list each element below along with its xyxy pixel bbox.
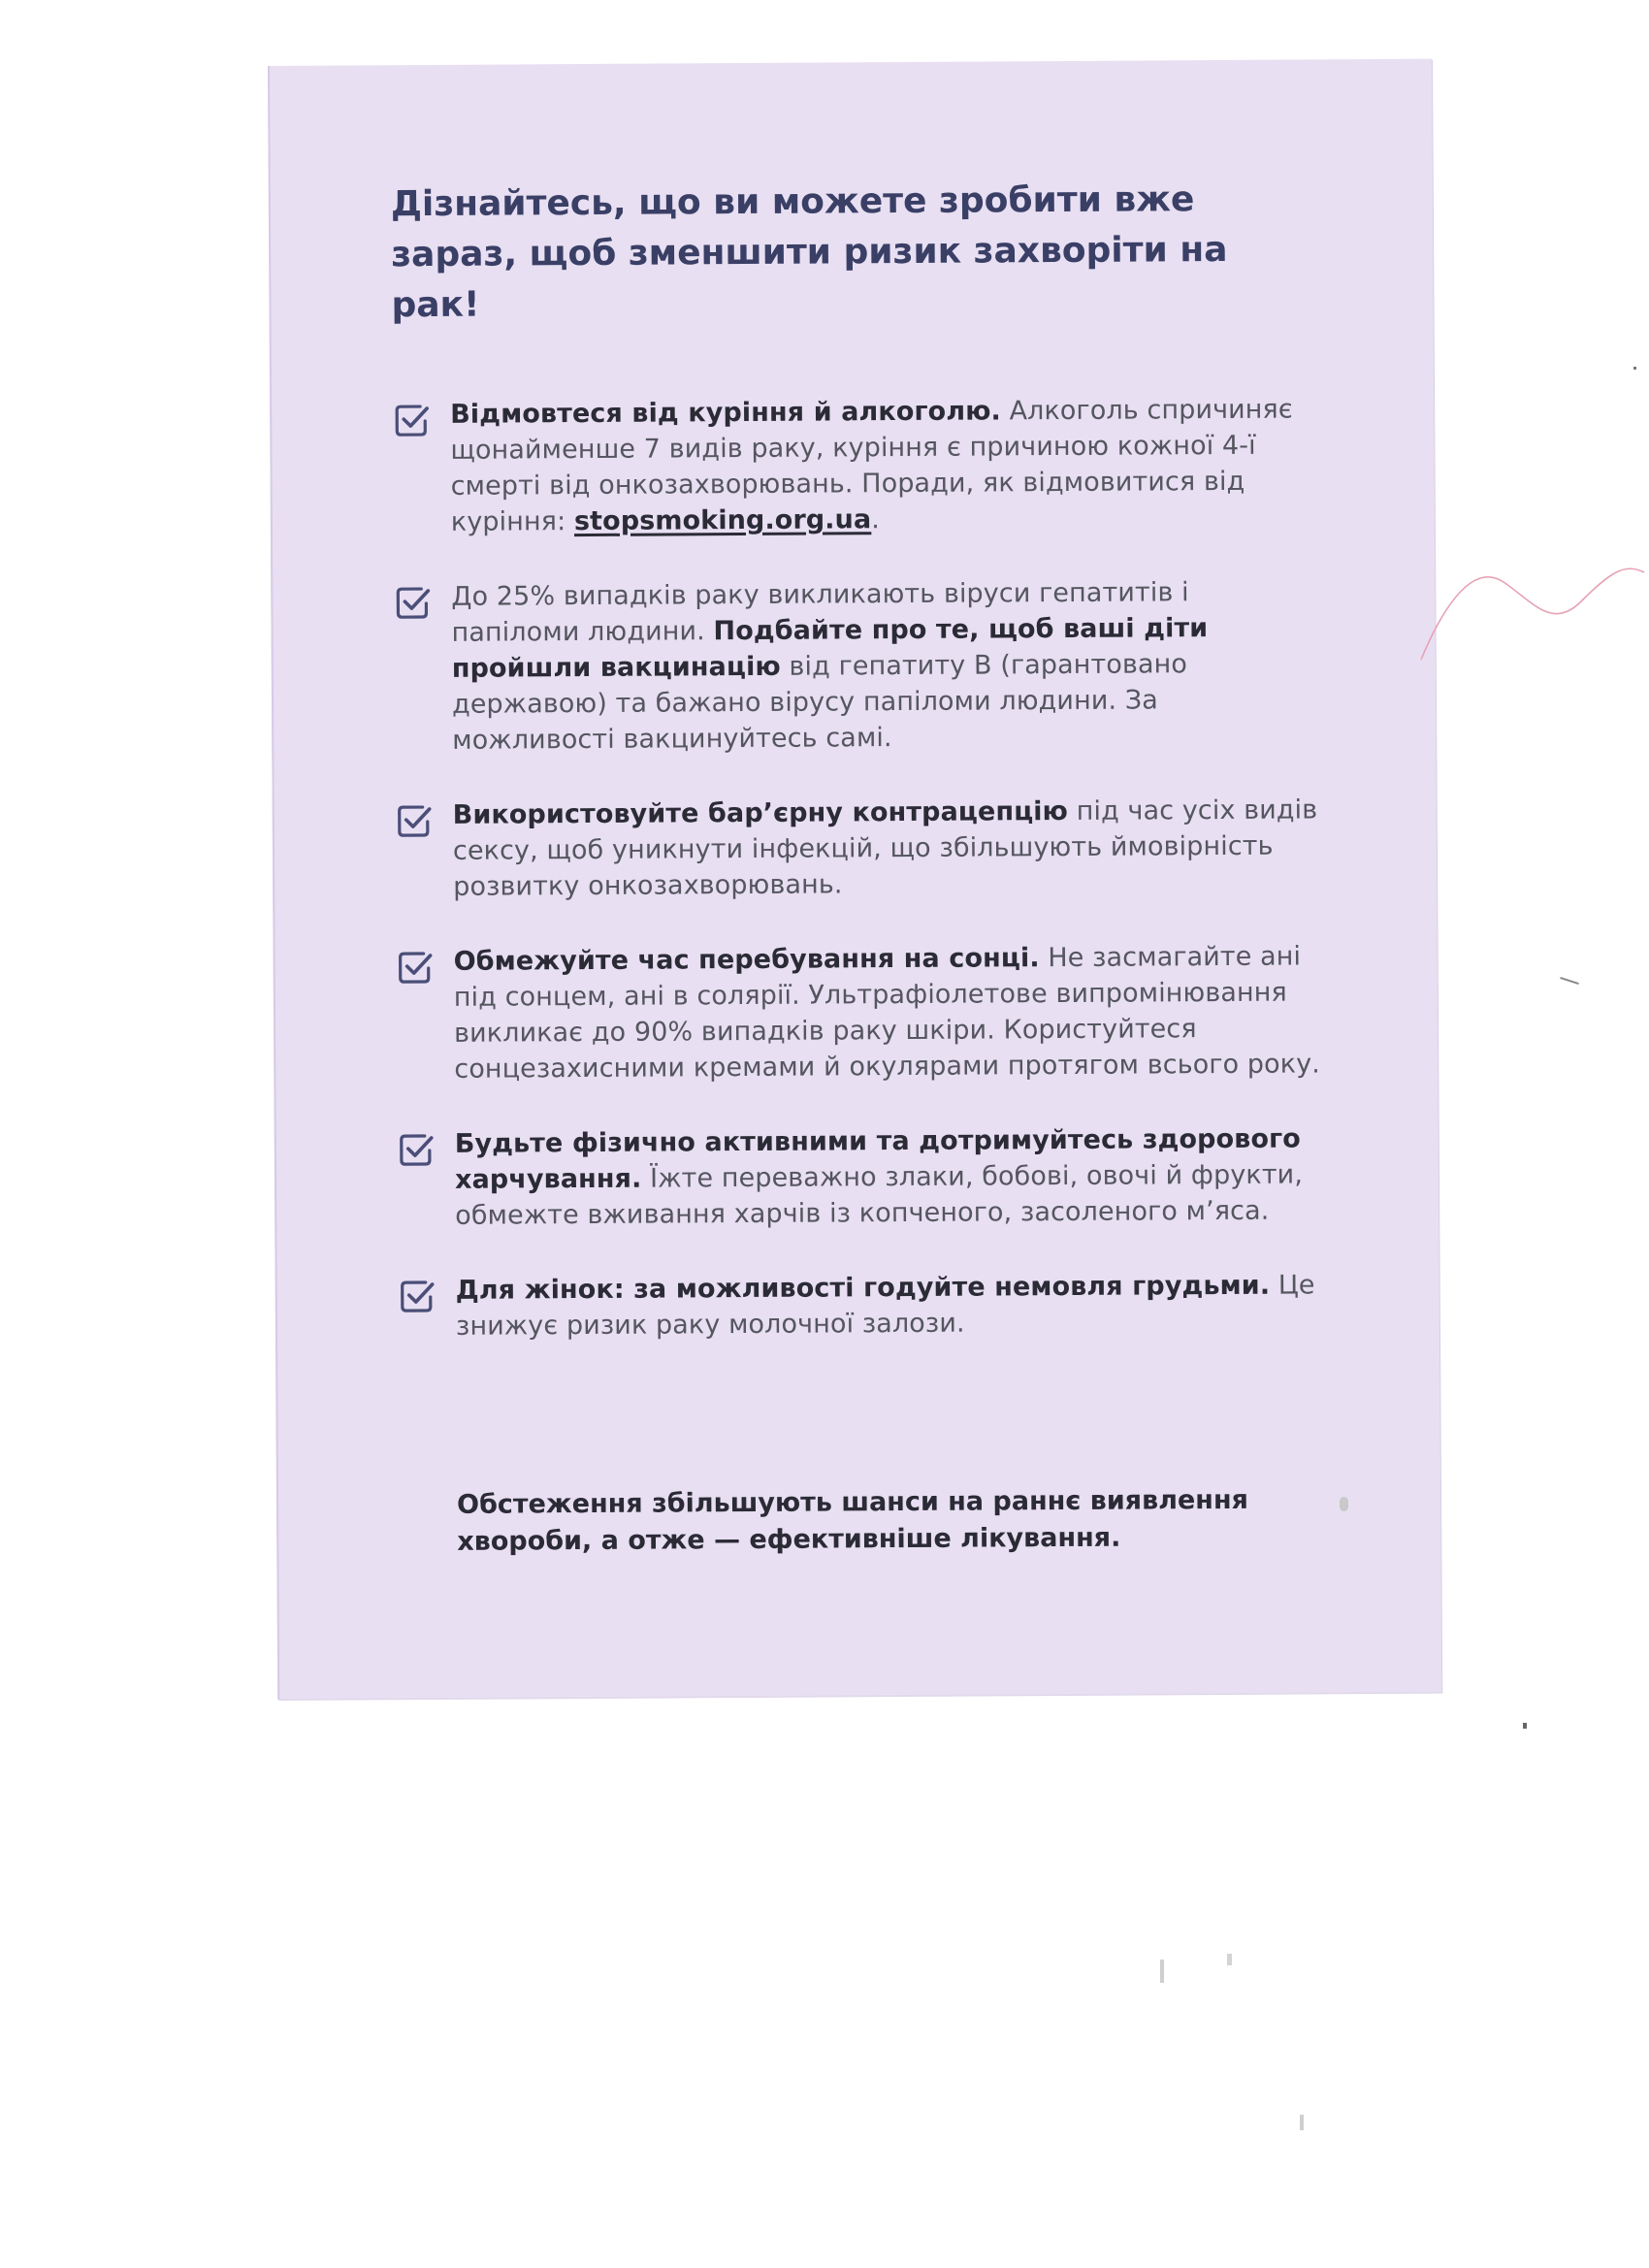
- checkbox-checked-icon: [395, 801, 434, 840]
- scan-speck: [1633, 367, 1636, 370]
- closing-statement: Обстеження збільшують шанси на раннє виявлення хвороби, а отже — ефективніше лікування.: [456, 1484, 1249, 1557]
- checkbox-checked-icon: [392, 401, 431, 439]
- checkbox-checked-icon: [396, 948, 435, 987]
- scan-speck: [1300, 2115, 1304, 2130]
- tip-item-activity: [397, 1120, 1329, 1234]
- tip-text: під час усіх видів сексу, щоб уникнути інфекцій, що збільшують ймовірність розвитку онкозахворювань.: [452, 794, 1318, 902]
- tip-text: Не засмагайте ані під сонцем, ані в солярії. Ультрафіолетове випромінювання викликає до 90% випадків раку шкіри. Користуйтеся сонцезахисними кремами й окулярами протягом всього року.: [453, 941, 1321, 1085]
- scan-speck: [1227, 1954, 1232, 1965]
- scan-speck: [1523, 1723, 1527, 1729]
- tip-text-pre: До 25% випадків раку викликають віруси гепатитів і папіломи людини.: [451, 577, 1189, 648]
- tip-item-breastfeeding: [398, 1267, 1329, 1345]
- leaflet-page: [268, 59, 1441, 1700]
- tip-bold: Відмовтеся від куріння й алкоголю.: [450, 396, 1001, 430]
- tip-text: Їжте переважно злаки, бобові, овочі й фрукти, обмежте вживання харчів із копченого, засоленого м’яса.: [455, 1159, 1304, 1231]
- tip-bold: Для жінок: за можливості годуйте немовля грудьми.: [455, 1270, 1271, 1306]
- checkbox-checked-icon: [393, 583, 432, 622]
- headline: Дізнайтесь, що ви можете зробити вже зараз, щоб зменшити ризик захворіти на рак!: [390, 179, 1228, 326]
- checkbox-checked-icon: [398, 1277, 436, 1315]
- tip-item-contraception: [395, 792, 1327, 905]
- tip-bold: Подбайте про те, щоб ваші діти пройшли вакцинацію: [451, 613, 1209, 684]
- tip-item-sun: [396, 938, 1328, 1087]
- scan-dot: [1340, 1497, 1348, 1511]
- scan-pen-stroke: [1416, 543, 1649, 669]
- scan-speck: [1560, 977, 1579, 985]
- checkbox-checked-icon: [397, 1130, 436, 1169]
- tips-list: [392, 391, 1329, 1345]
- tip-bold: Обмежуйте час перебування на сонці.: [453, 943, 1040, 977]
- tip-bold: Будьте фізично активними та дотримуйтесь здорового харчування.: [454, 1123, 1301, 1195]
- tip-item-smoking: [392, 391, 1324, 540]
- tip-text: від гепатиту В (гарантовано державою) та бажано вірусу папіломи людини. За можливості вакцинуйтесь самі.: [451, 649, 1188, 756]
- tip-item-vaccination: [393, 573, 1325, 759]
- tip-text-end: .: [871, 504, 881, 535]
- stopsmoking-link[interactable]: stopsmoking.org.ua: [573, 504, 872, 537]
- tip-bold: Використовуйте бар’єрну контрацепцію: [452, 795, 1069, 830]
- scan-speck: [1160, 1960, 1164, 1983]
- tip-text: Алкоголь спричиняє щонайменше 7 видів раку, куріння є причиною кожної 4-ї смерті від онкозахворювань. Поради, як відмовитися від куріння:: [450, 394, 1293, 537]
- tip-text: Це знижує ризик раку молочної залози.: [455, 1270, 1315, 1342]
